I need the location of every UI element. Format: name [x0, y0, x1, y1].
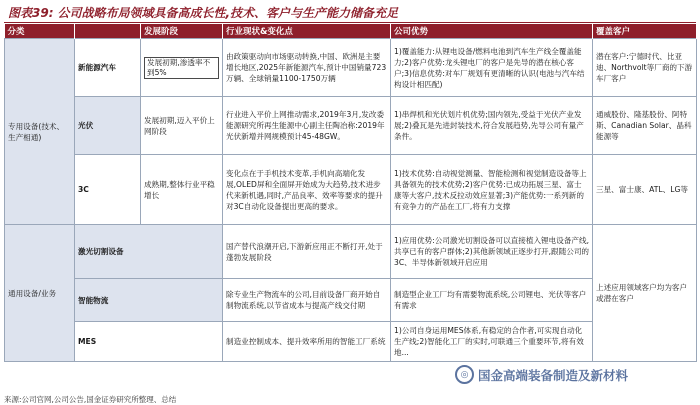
status-cell: 国产替代浪潮开启,下游新应用正不断打开,处于蓬勃发展阶段: [223, 225, 391, 279]
advantage-cell: 1)应用优势:公司激光切割设备可以直接植入锂电设备产线,共享已有的客户群体;2)其他新领域正逐步打开,跟随公司的3C、半导体新领域开启应用: [391, 225, 593, 279]
header-customers: 覆盖客户: [593, 24, 697, 39]
subcategory-cell: 激光切割设备: [75, 225, 223, 279]
advantage-cell: 制造型企业工厂均有需要物流系统,公司锂电、光伏等客户有需求: [391, 279, 593, 322]
table-header-row: [5, 24, 697, 39]
category-cell: 通用设备/业务: [5, 225, 75, 362]
header-category: 分类: [5, 24, 75, 39]
watermark-text: 国金高端装备制造及新材料: [478, 367, 629, 383]
customers-cell: 潜在客户:宁德时代、比亚迪、Northvolt等厂商的下游车厂客户: [593, 39, 697, 97]
table-row: [5, 39, 697, 97]
subcategory-cell: 智能物流: [75, 279, 223, 322]
customers-cell: 通威股份、隆基股份、阿特斯、Canadian Solar、晶科能源等: [593, 97, 697, 155]
wechat-logo-icon: ◎: [455, 365, 474, 384]
status-cell: 变化点在于手机技术变革,手机向高端化发展,OLED屏和全面屏开始成为大趋势,技术进步代来新机遇,同时,产品良率、效率等要求的提升对3C自动化设备提出更高的要求。: [223, 155, 391, 225]
header-stage: 发展阶段: [141, 24, 223, 39]
advantage-cell: 1)技术优势:自动视觉测量、智能检测和视觉制造设备等上具备领先的技术优势;2)客户优势:已成功拓展三星、富士康等大客户,技术反拉动效应显著;3)产能优势:一系列新的有竞争力的产品在工厂,将有力支撑: [391, 155, 593, 225]
figure-title: 公司战略布局领域具备高成长性,技术、客户与生产能力储备充足: [57, 5, 399, 20]
table-row: [5, 225, 697, 279]
table-row: [5, 97, 697, 155]
advantage-cell: 1)公司自身运用MES体系,有稳定的合作者,可实现自动化生产线;2)智能化工厂的实时,可联通三个重要环节,将有效地...: [391, 322, 593, 362]
stage-cell: 发展初期,迈入平价上网阶段: [141, 97, 223, 155]
stage-cell: 成熟期,整体行业平稳增长: [141, 155, 223, 225]
stage-cell: [141, 39, 223, 97]
header-advantage: 公司优势: [391, 24, 593, 39]
watermark: [455, 365, 628, 384]
customers-cell: 上述应用领域客户均为客户或潜在客户: [593, 225, 697, 362]
subcategory-cell: 新能源汽车: [75, 39, 141, 97]
strategy-table: [4, 24, 697, 362]
table-row: [5, 155, 697, 225]
source-note: 来源:公司官网,公司公告,国金证券研究所整理、总结: [4, 395, 177, 404]
status-cell: 制造业控制成本、提升效率所用的智能工厂系统: [223, 322, 391, 362]
advantage-cell: 1)覆盖能力:从锂电设备/燃料电池到汽车生产线全覆盖能力;2)客户优势:龙头锂电厂的客户是先导的潜在核心客户;3)信息优势:对车厂规划有更清晰的认识(电池与汽车结构设计相匹配): [391, 39, 593, 97]
advantage-cell: 1)串焊机和光伏划片机优势;国内领先,受益于光伏产业发展;2)叠瓦是先进封装技术,符合发展趋势,先导公司有量产条件。: [391, 97, 593, 155]
status-cell: 除专业生产物流车的公司,目前设备厂商开始自制物流系统,以节省成本与提高产线交付期: [223, 279, 391, 322]
subcategory-cell: 3C: [75, 155, 141, 225]
header-status: 行业现状&变化点: [223, 24, 391, 39]
figure-title-bar: [4, 2, 696, 23]
category-cell: 专用设备(技术、生产相通): [5, 39, 75, 225]
figure-label: 图表39:: [8, 5, 54, 20]
customers-cell: 三星、富士康、ATL、LG等: [593, 155, 697, 225]
status-cell: 由政策驱动向市场驱动转换,中国、欧洲是主要增长地区,2025年新能源汽车,预计中国销量723万辆、全球销量1100-1750万辆: [223, 39, 391, 97]
subcategory-cell: 光伏: [75, 97, 141, 155]
stage-highlight-box: 发展初期,渗透率不到5%: [144, 57, 219, 79]
subcategory-cell: MES: [75, 322, 223, 362]
status-cell: 行业进入平价上网推动需求,2019年3月,发改委能源研究所再生能源中心副主任陶冶称:2019年光伏新增并网规模预计45-48GW。: [223, 97, 391, 155]
